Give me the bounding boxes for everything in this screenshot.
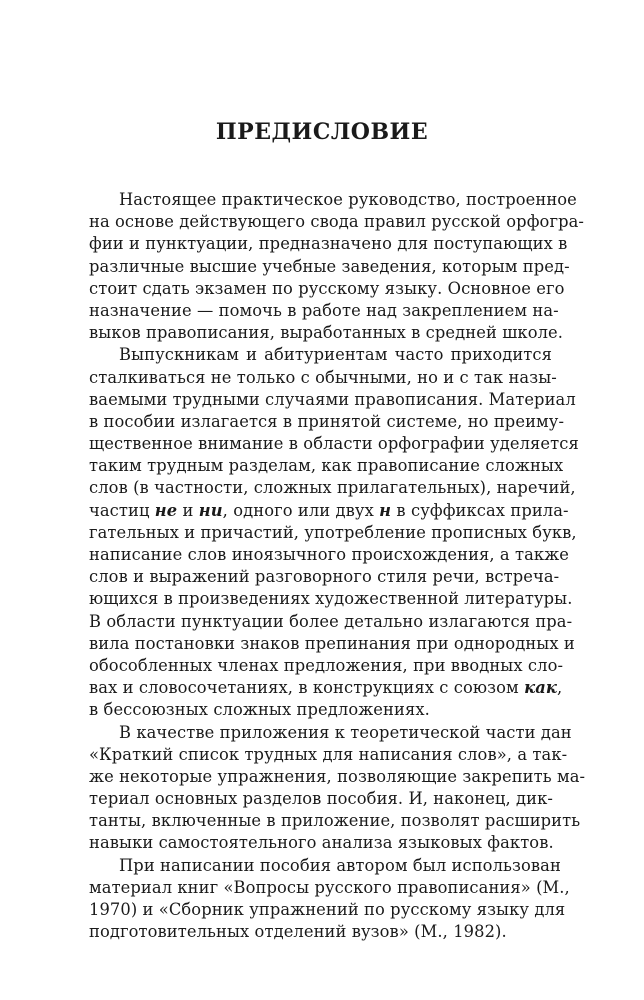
- text-line: [89, 500, 569, 522]
- text-line: выков правописания, выработанных в средней школе.: [89, 323, 564, 343]
- emphasized-word: не: [154, 500, 178, 520]
- text-segment: частиц: [89, 500, 155, 520]
- text-line: обособленных членах предложения, при вводных сло-: [89, 655, 564, 675]
- text-line: материал книг «Вопросы русского правописания» (М.,: [89, 877, 570, 897]
- text-segment: , одного или двух: [222, 500, 380, 520]
- emphasized-word: ни: [198, 500, 223, 520]
- text-line: Выпускникам и абитуриентам часто приходится: [119, 345, 552, 365]
- text-line: в пособии излагается в принятой системе, но преиму-: [89, 411, 565, 431]
- text-line: навыки самостоятельного анализа языковых фактов.: [89, 833, 554, 853]
- text-line: подготовительных отделений вузов» (М., 1982).: [89, 922, 507, 942]
- text-line: в бессоюзных сложных предложениях.: [89, 700, 430, 720]
- text-segment: в суффиксах прила-: [391, 500, 569, 520]
- text-segment: вах и словосочетаниях, в конструкциях с союзом: [89, 678, 525, 698]
- text-line: различные высшие учебные заведения, которым пред-: [89, 256, 570, 276]
- text-line: на основе действующего свода правил русской орфогра-: [89, 212, 585, 232]
- text-line: таким трудным разделам, как правописание сложных: [89, 456, 564, 476]
- text-line: [89, 677, 563, 699]
- text-line: вила постановки знаков препинания при однородных и: [89, 633, 575, 653]
- text-line: Настоящее практическое руководство, построенное: [119, 190, 577, 209]
- text-line: назначение — помочь в работе над закреплением на-: [89, 300, 559, 320]
- text-line: слов и выражений разговорного стиля речи, встреча-: [89, 567, 560, 587]
- text-line: щественное внимание в области орфографии уделяется: [89, 434, 579, 454]
- text-line: В области пунктуации более детально излагаются пра-: [89, 611, 573, 631]
- text-line: «Краткий список трудных для написания слов», а так-: [89, 744, 568, 764]
- text-line: В качестве приложения к теоретической части дан: [119, 722, 572, 742]
- text-line: 1970) и «Сборник упражнений по русскому языку для: [89, 900, 566, 919]
- text-line: танты, включенные в приложение, позволят расширить: [89, 811, 581, 831]
- text-line: гательных и причастий, употребление прописных букв,: [89, 522, 577, 542]
- text-line: написание слов иноязычного происхождения, а также: [89, 545, 570, 564]
- preface-body: [89, 189, 586, 943]
- text-line: териал основных разделов пособия. И, наконец, дик-: [89, 789, 553, 809]
- text-line: При написании пособия автором был использован: [119, 855, 561, 875]
- page-title: ПРЕДИСЛОВИЕ: [215, 119, 429, 145]
- text-line: ваемыми трудными случаями правописания. Материал: [89, 389, 576, 409]
- text-line: фии и пунктуации, предназначено для поступающих в: [89, 234, 568, 254]
- text-line: стоит сдать экзамен по русскому языку. Основное его: [89, 278, 565, 298]
- text-line: слов (в частности, сложных прилагательных), наречий,: [89, 478, 576, 498]
- emphasized-word: как: [524, 678, 557, 698]
- emphasized-word: н: [379, 500, 392, 520]
- text-segment: ,: [556, 678, 563, 698]
- text-line: ющихся в произведениях художественной литературы.: [89, 589, 573, 609]
- text-line: же некоторые упражнения, позволяющие закрепить ма-: [89, 766, 586, 786]
- text-line: сталкиваться не только с обычными, но и с так назы-: [89, 367, 557, 387]
- text-segment: и: [177, 500, 199, 520]
